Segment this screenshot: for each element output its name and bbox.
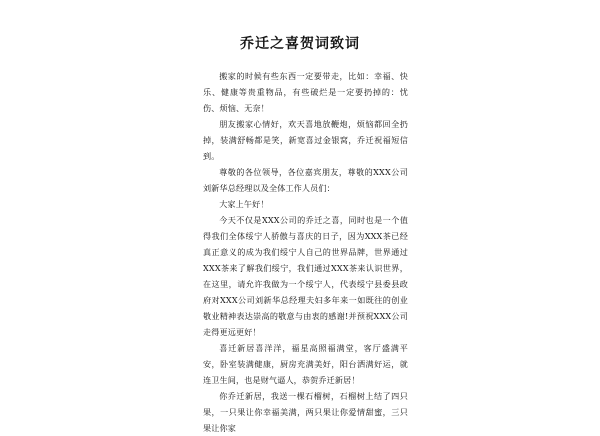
paragraph-greeting: 大家上午好！ <box>219 199 269 209</box>
paragraph-speech: 今天不仅是XXX公司的乔迁之喜，同时也是一个值得我们全体绥宁人骄傲与喜庆的日子，因为XXX茶已经真正意义的成为我们绥宁人自己的世界品牌，世界通过XXX茶来了解我们绥宁，我们通过XXX茶来认识世界，在这里，请允许我做为一个绥宁人，代表绥宁县委县政府对XXX公司刘新华总经理夫妇多年来一如既往的创业敬业精神表达崇高的敬意与由衷的感谢!并预祝XXX公司走得更远更好！ <box>203 215 408 337</box>
paragraph-blessing: 朋友搬家心情好，欢天喜地放鞭炮，烦恼都回全扔掉，装满舒畅都是笑，新宽喜过金银窝，乔迁祝福短信到。 <box>203 119 408 161</box>
document-title: 乔迁之喜贺词致词 <box>240 36 360 52</box>
paragraph-intro: 搬家的时候有些东西一定要带走，比如：幸福、快乐、健康等贵重物品，有些破烂是一定要扔掉的：忧伤、烦恼、无奈！ <box>203 71 408 113</box>
paragraph-pomegranate: 你乔迁新居，我送一棵石榴树，石榴树上结了四只果，一只果让你幸福美满，两只果让你爱情甜蜜，三只果让你家 <box>203 391 408 433</box>
document-body <box>203 68 408 436</box>
paragraph-salutation: 尊敬的各位领导，各位嘉宾朋友，尊敬的XXX公司刘新华总经理以及全体工作人员们： <box>203 167 408 193</box>
paragraph-congrats: 喜迁新居喜洋洋，福星高照福满堂，客厅盛满平安，卧室装满健康，厨房充满美好，阳台洒满好运，就连卫生间，也是财气逼人，恭贺乔迁新居！ <box>203 343 408 385</box>
